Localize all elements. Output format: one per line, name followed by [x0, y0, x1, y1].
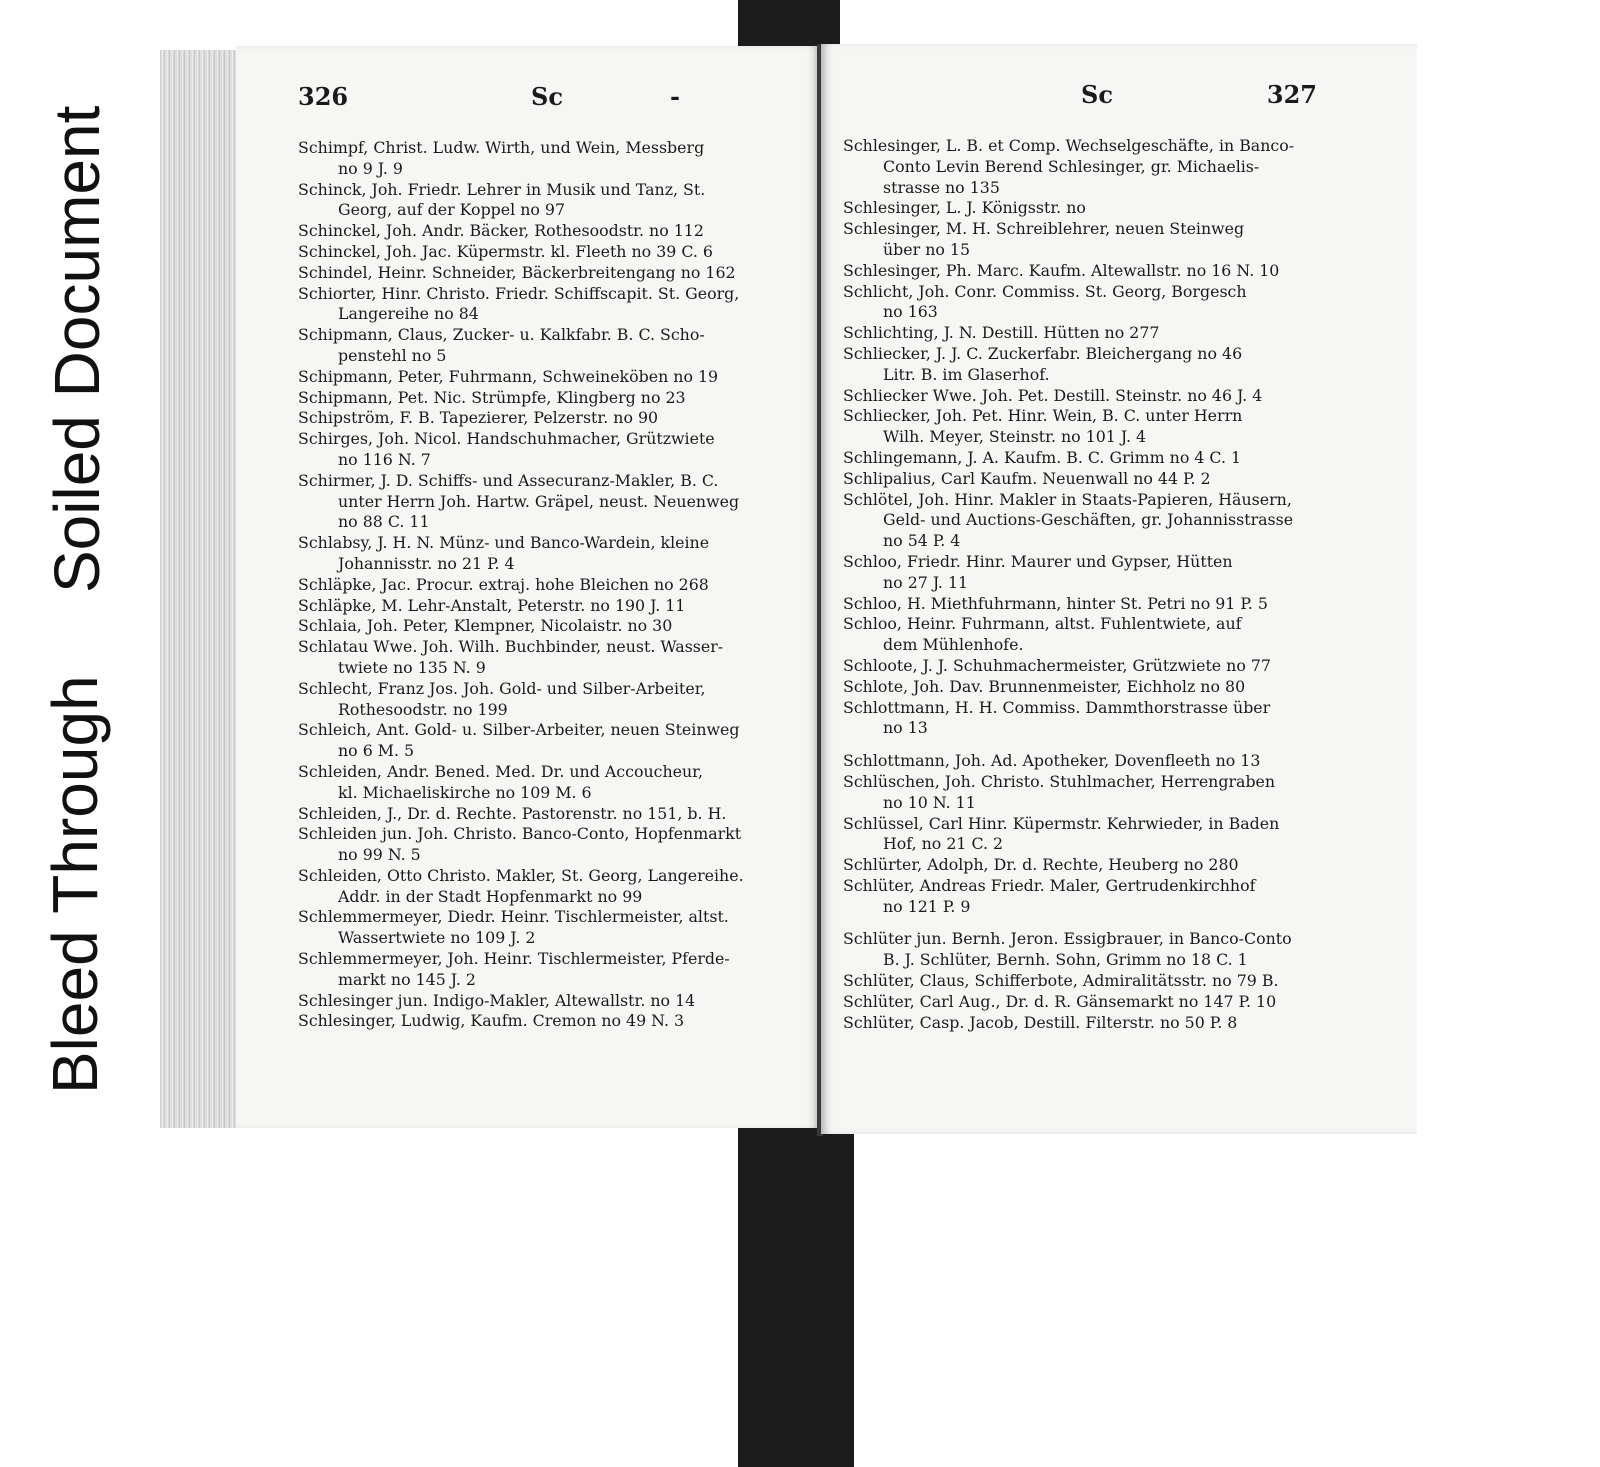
entry-line: Schleiden, Andr. Bened. Med. Dr. und Accoucheur, [298, 761, 704, 781]
entry-line: Schlote, Joh. Dav. Brunnenmeister, Eichholz no 80 [843, 676, 1246, 696]
entry-continuation-line: Litr. B. im Glaserhof. [883, 364, 1050, 384]
entry-line: Schlabsy, J. H. N. Münz- und Banco-Wardein, kleine [298, 533, 710, 553]
directory-entry [843, 552, 1361, 594]
entry-line: Schinckel, Joh. Jac. Küpermstr. kl. Fleeth no 39 C. 6 [298, 241, 713, 261]
entry-continuation-line: Johannisstr. no 21 P. 4 [338, 553, 515, 573]
entry-line: Schirges, Joh. Nicol. Handschuhmacher, Grützwiete [298, 429, 715, 449]
entry-continuation-line: no 13 [883, 718, 928, 738]
directory-entry [298, 866, 808, 908]
entry-line: Schlichting, J. N. Destill. Hütten no 277 [843, 323, 1160, 343]
entry-line: Schlemmermeyer, Joh. Heinr. Tischlermeister, Pferde- [298, 949, 730, 969]
directory-entry [843, 198, 1361, 219]
entry-line: Schlüschen, Joh. Christo. Stuhlmacher, Herrengraben [843, 771, 1276, 791]
directory-entry [843, 136, 1361, 198]
entry-line: Schlüter, Casp. Jacob, Destill. Filterstr. no 50 P. 8 [843, 1012, 1238, 1032]
directory-entry [298, 263, 808, 284]
entry-line: Schlüssel, Carl Hinr. Küpermstr. Kehrwieder, in Baden [843, 813, 1280, 833]
directory-entry [298, 991, 808, 1012]
entry-continuation-line: no 116 N. 7 [338, 449, 431, 469]
entry-line: Schläpke, Jac. Procur. extraj. hohe Bleichen no 268 [298, 574, 709, 594]
entry-line: Schloote, J. J. Schuhmachermeister, Grützwiete no 77 [843, 655, 1271, 675]
entry-line: Schlürter, Adolph, Dr. d. Rechte, Heuberg no 280 [843, 855, 1239, 875]
directory-entry [843, 814, 1361, 856]
right-entry-list [843, 136, 1361, 1033]
entry-line: Schliecker Wwe. Joh. Pet. Destill. Steinstr. no 46 J. 4 [843, 385, 1263, 405]
entry-continuation-line: Wilh. Meyer, Steinstr. no 101 J. 4 [883, 427, 1147, 447]
entry-line: Schloo, H. Miethfuhrmann, hinter St. Petri no 91 P. 5 [843, 593, 1268, 613]
directory-entry [298, 616, 808, 637]
entry-line: Schlaia, Joh. Peter, Klempner, Nicolaistr. no 30 [298, 616, 673, 636]
directory-entry [843, 656, 1361, 677]
entry-line: Schlatau Wwe. Joh. Wilh. Buchbinder, neust. Wasser- [298, 637, 724, 657]
entry-line: Schloo, Heinr. Fuhrmann, altst. Fuhlentwiete, auf [843, 614, 1242, 634]
entry-continuation-line: Hof, no 21 C. 2 [883, 834, 1004, 854]
directory-entry [843, 929, 1361, 971]
entry-continuation-line: Geld- und Auctions-Geschäften, gr. Johannisstrasse [883, 510, 1294, 530]
directory-entry [298, 907, 808, 949]
entry-line: Schinck, Joh. Friedr. Lehrer in Musik und Tanz, St. [298, 179, 706, 199]
directory-entry [843, 323, 1361, 344]
directory-entry [843, 677, 1361, 698]
entry-continuation-line: über no 15 [883, 239, 971, 259]
directory-entry [843, 614, 1361, 656]
entry-continuation-line: penstehl no 5 [338, 345, 447, 365]
right-section-letters: Sc [1081, 80, 1113, 109]
entry-line: Schipmann, Pet. Nic. Strümpfe, Klingberg no 23 [298, 387, 686, 407]
directory-entry [298, 720, 808, 762]
entry-continuation-line: no 88 C. 11 [338, 512, 430, 532]
directory-entry [298, 325, 808, 367]
entry-line: Schlesinger, Ph. Marc. Kaufm. Altewallstr. no 16 N. 10 [843, 260, 1280, 280]
entry-continuation-line: no 54 P. 4 [883, 531, 961, 551]
entry-continuation-line: Wassertwiete no 109 J. 2 [338, 928, 536, 948]
book-page-edges [160, 50, 239, 1128]
directory-entry [298, 1011, 808, 1032]
spine-strip-top [738, 0, 840, 46]
entry-line: Schlesinger jun. Indigo-Makler, Altewallstr. no 14 [298, 990, 696, 1010]
directory-entry [843, 386, 1361, 407]
directory-entry [843, 219, 1361, 261]
directory-entry [298, 138, 808, 180]
directory-entry [843, 1013, 1361, 1034]
entry-continuation-line: no 99 N. 5 [338, 845, 421, 865]
directory-entry [843, 876, 1361, 918]
left-entry-list [298, 138, 808, 1032]
directory-entry [298, 408, 808, 429]
entry-line: Schleiden jun. Joh. Christo. Banco-Conto, Hopfenmarkt [298, 824, 742, 844]
right-running-head [821, 80, 1417, 110]
entry-line: Schloo, Friedr. Hinr. Maurer und Gypser, Hütten [843, 551, 1233, 571]
entry-line: Schleiden, J., Dr. d. Rechte. Pastorenstr. no 151, b. H. [298, 803, 727, 823]
directory-entry [843, 344, 1361, 386]
right-page-number: 327 [1266, 80, 1317, 109]
bleed-through-label: Bleed Through [39, 675, 111, 1094]
directory-entry [298, 367, 808, 388]
directory-entry [843, 282, 1361, 324]
entry-line: Schipmann, Claus, Zucker- u. Kalkfabr. B. C. Scho- [298, 325, 705, 345]
entry-continuation-line: twiete no 135 N. 9 [338, 657, 486, 677]
entry-line: Schliecker, Joh. Pet. Hinr. Wein, B. C. unter Herrn [843, 406, 1243, 426]
entry-continuation-line: Conto Levin Berend Schlesinger, gr. Michaelis- [883, 156, 1260, 176]
directory-entry [843, 698, 1361, 740]
left-head-mark: - [670, 82, 680, 111]
directory-entry [843, 751, 1361, 772]
directory-entry [298, 221, 808, 242]
entry-line: Schindel, Heinr. Schneider, Bäckerbreitengang no 162 [298, 262, 736, 282]
spine-strip-bottom [738, 1126, 854, 1467]
entry-line: Schlüter, Andreas Friedr. Maler, Gertrudenkirchhof [843, 875, 1256, 895]
entry-line: Schleich, Ant. Gold- u. Silber-Arbeiter, neuen Steinweg [298, 720, 740, 740]
left-page [236, 46, 819, 1128]
entry-line: Schipmann, Peter, Fuhrmann, Schweineköben no 19 [298, 366, 719, 386]
entry-continuation-line: Langereihe no 84 [338, 304, 479, 324]
directory-entry [298, 762, 808, 804]
directory-entry [298, 388, 808, 409]
entry-line: Schlecht, Franz Jos. Joh. Gold- und Silber-Arbeiter, [298, 678, 706, 698]
entry-continuation-line: no 121 P. 9 [883, 896, 971, 916]
directory-entry [298, 679, 808, 721]
directory-entry [298, 284, 808, 326]
entry-continuation-line: no 6 M. 5 [338, 741, 415, 761]
directory-entry [298, 533, 808, 575]
directory-entry [298, 429, 808, 471]
directory-entry [843, 261, 1361, 282]
directory-entry [298, 637, 808, 679]
entry-line: Schlötel, Joh. Hinr. Makler in Staats-Papieren, Häusern, [843, 489, 1292, 509]
entry-line: Schläpke, M. Lehr-Anstalt, Peterstr. no 190 J. 11 [298, 595, 686, 615]
entry-continuation-line: no 9 J. 9 [338, 158, 403, 178]
directory-entry [298, 180, 808, 222]
entry-line: Schleiden, Otto Christo. Makler, St. Georg, Langereihe. [298, 865, 744, 885]
directory-entry [843, 855, 1361, 876]
entry-line: Schlüter, Claus, Schifferbote, Admiralitätsstr. no 79 B. [843, 971, 1279, 991]
entry-continuation-line: markt no 145 J. 2 [338, 969, 476, 989]
directory-entry [298, 949, 808, 991]
entry-continuation-line: B. J. Schlüter, Bernh. Sohn, Grimm no 18 C. 1 [883, 950, 1248, 970]
directory-entry [298, 596, 808, 617]
entry-line: Schlottmann, Joh. Ad. Apotheker, Dovenfleeth no 13 [843, 751, 1261, 771]
entry-line: Schimpf, Christ. Ludw. Wirth, und Wein, Messberg [298, 138, 705, 157]
entry-continuation-line: strasse no 135 [883, 177, 1000, 197]
entry-continuation-line: kl. Michaeliskirche no 109 M. 6 [338, 782, 592, 802]
entry-line: Schlesinger, Ludwig, Kaufm. Cremon no 49 N. 3 [298, 1011, 685, 1031]
directory-entry [298, 824, 808, 866]
entry-line: Schlingemann, J. A. Kaufm. B. C. Grimm no 4 C. 1 [843, 447, 1242, 467]
entry-continuation-line: unter Herrn Joh. Hartw. Gräpel, neust. Neuenweg [338, 491, 740, 511]
entry-line: Schliecker, J. J. C. Zuckerfabr. Bleichergang no 46 [843, 343, 1243, 363]
entry-continuation-line: Addr. in der Stadt Hopfenmarkt no 99 [338, 886, 643, 906]
directory-entry [843, 992, 1361, 1013]
entry-line: Schlüter jun. Bernh. Jeron. Essigbrauer, in Banco-Conto [843, 929, 1292, 949]
entry-continuation-line: Rothesoodstr. no 199 [338, 699, 508, 719]
directory-entry [298, 804, 808, 825]
entry-line: Schlottmann, H. H. Commiss. Dammthorstrasse über [843, 697, 1271, 717]
entry-line: Schiorter, Hinr. Christo. Friedr. Schiffscapit. St. Georg, [298, 283, 740, 303]
directory-entry [843, 772, 1361, 814]
right-page [821, 44, 1417, 1134]
entry-line: Schlicht, Joh. Conr. Commiss. St. Georg, Borgesch [843, 281, 1247, 301]
directory-entry [298, 575, 808, 596]
directory-entry [843, 469, 1361, 490]
entry-continuation-line: no 163 [883, 302, 938, 322]
directory-entry [843, 406, 1361, 448]
directory-entry [843, 971, 1361, 992]
entry-line: Schinckel, Joh. Andr. Bäcker, Rothesoodstr. no 112 [298, 221, 704, 241]
left-section-letters: Sc [531, 82, 563, 111]
directory-entry [843, 594, 1361, 615]
entry-line: Schlüter, Carl Aug., Dr. d. R. Gänsemarkt no 147 P. 10 [843, 991, 1277, 1011]
entry-line: Schlesinger, L. B. et Comp. Wechselgeschäfte, in Banco- [843, 136, 1295, 155]
directory-entry [843, 448, 1361, 469]
soiled-document-label: Soiled Document [41, 105, 113, 593]
entry-line: Schlemmermeyer, Diedr. Heinr. Tischlermeister, altst. [298, 907, 729, 927]
directory-entry [298, 242, 808, 263]
entry-continuation-line: no 10 N. 11 [883, 792, 976, 812]
directory-entry [298, 471, 808, 533]
directory-entry [843, 490, 1361, 552]
entry-continuation-line: dem Mühlenhofe. [883, 635, 1024, 655]
entry-continuation-line: Georg, auf der Koppel no 97 [338, 200, 566, 220]
entry-line: Schlesinger, M. H. Schreiblehrer, neuen Steinweg [843, 219, 1245, 239]
left-running-head [236, 82, 819, 112]
left-page-number: 326 [298, 82, 349, 111]
entry-line: Schirmer, J. D. Schiffs- und Assecuranz-Makler, B. C. [298, 470, 719, 490]
entry-line: Schlesinger, L. J. Königsstr. no [843, 198, 1086, 218]
entry-continuation-line: no 27 J. 11 [883, 572, 969, 592]
entry-line: Schlipalius, Carl Kaufm. Neuenwall no 44 P. 2 [843, 468, 1211, 488]
entry-line: Schipström, F. B. Tapezierer, Pelzerstr. no 90 [298, 408, 659, 428]
